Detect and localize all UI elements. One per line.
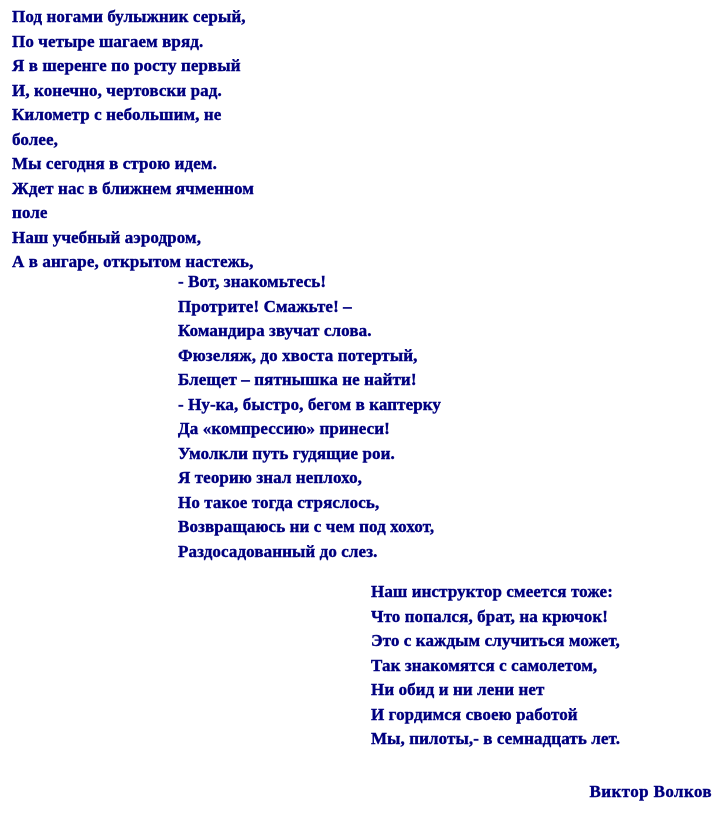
poem-line: Протрите! Смажьте! – — [178, 296, 352, 316]
poem-line: Я в шеренге по росту первый — [12, 56, 241, 75]
poem-line: Умолкли путь гудящие рои. — [178, 443, 395, 463]
poem-line: Наш инструктор смеется тоже: — [371, 582, 613, 601]
poem-line: Ждет нас в ближнем ячменном — [12, 178, 254, 198]
poem-line: Что попался, брат, на крючок! — [371, 606, 609, 626]
poem-line: Километр с небольшим, не — [12, 105, 222, 124]
poem-line: Мы, пилоты,- в семнадцать лет. — [371, 729, 621, 748]
poem-line: Фюзеляж, до хвоста потертый, — [178, 345, 418, 365]
poem-author: Виктор Волков — [589, 782, 712, 801]
poem-line: Так знакомятся с самолетом, — [371, 655, 598, 675]
poem-stanza-1 — [12, 5, 254, 275]
poem-line: - Вот, знакомьтесь! — [178, 272, 327, 291]
poem-stanza-2 — [178, 270, 441, 564]
poem-line: По четыре шагаем вряд. — [12, 31, 204, 51]
poem-line: поле — [12, 203, 48, 222]
poem-line: Да «компрессию» принеси! — [178, 419, 390, 438]
poem-line: Блещет – пятнышка не найти! — [178, 370, 417, 389]
poem-line: Под ногами булыжник серый, — [12, 7, 246, 26]
poem-line: А в ангаре, открытом настежь, — [12, 252, 254, 271]
poem-line: И гордимся своею работой — [371, 704, 578, 724]
poem-line: Но такое тогда стряслось, — [178, 492, 380, 512]
poem-line: Наш учебный аэродром, — [12, 227, 202, 247]
poem-line: Я теорию знал неплохо, — [178, 468, 363, 487]
poem-line: Ни обид и ни лени нет — [371, 680, 545, 699]
poem-line: более, — [12, 129, 59, 149]
poem-line: Раздосадованный до слез. — [178, 541, 378, 561]
poem-line: И, конечно, чертовски рад. — [12, 80, 222, 100]
poem-line: Возвращаюсь ни с чем под хохот, — [178, 517, 435, 536]
poem-line: - Ну-ка, быстро, бегом в каптерку — [178, 394, 442, 414]
poem-stanza-3 — [371, 580, 620, 752]
poem-line: Командира звучат слова. — [178, 321, 372, 340]
poem-line: Это с каждым случиться может, — [371, 631, 620, 650]
poem-line: Мы сегодня в строю идем. — [12, 154, 217, 173]
